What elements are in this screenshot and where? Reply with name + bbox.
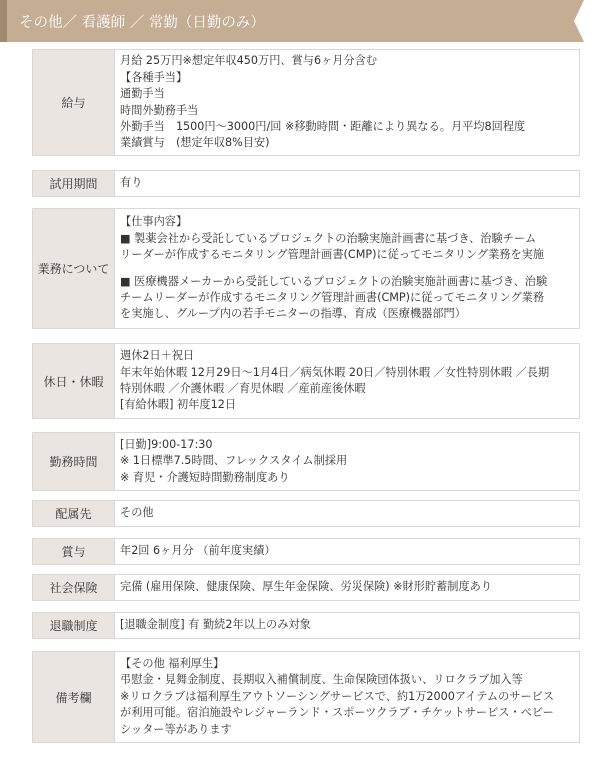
row-value-trial: [114, 170, 580, 197]
row-label-hours: 勤務時間: [32, 432, 114, 491]
hours-line: ※ 育児・介護短時間勤務制度あり: [120, 470, 290, 484]
row-label-trial: 試用期間: [32, 170, 114, 197]
remarks-line: 【その他 福利厚生】: [120, 656, 225, 670]
work-line: ■ 医療機器メーカーから受託しているプロジェクトの治験実施計画書に基づき、治験: [120, 274, 548, 288]
remarks-line: 弔慰金・見舞金制度、長期収入補償制度、生命保険団体扱い、リロクラブ加入等: [120, 673, 523, 687]
insurance-line: 完備 (雇用保険、健康保険、厚生年金保険、労災保険) ※財形貯蓄制度あり: [120, 580, 493, 594]
row-label-bonus: 賞与: [32, 538, 114, 565]
job-title: その他／ 看護師 ／ 常勤（日勤のみ）: [19, 15, 265, 31]
row-value-insurance: [114, 574, 580, 601]
header-corner-notch: [574, 0, 584, 42]
work-line: リーダーが作成するモニタリング管理計画書(CMP)に従ってモニタリング業務を実施: [120, 248, 545, 262]
row-trial: [32, 170, 580, 197]
row-value-retirement: [114, 612, 580, 639]
row-value-bonus: [114, 538, 580, 565]
holiday-line: [有給休暇] 初年度12日: [120, 398, 237, 412]
job-title-header: [0, 0, 584, 42]
placement-line: その他: [120, 506, 154, 520]
row-value-placement: [114, 500, 580, 527]
remarks-line: ※リロクラブは福利厚生アウトソーシングサービスで、約1万2000アイテムのサービス: [120, 689, 555, 703]
retirement-line: [退職金制度] 有 勤続2年以上のみ対象: [120, 618, 311, 632]
row-retirement: [32, 612, 580, 639]
row-value-salary: [114, 49, 580, 156]
salary-line: 外勤手当 1500円〜3000円/回 ※移動時間・距離により異なる。月平均8回程度: [120, 119, 526, 133]
row-label-holiday: 休日・休暇: [32, 343, 114, 419]
row-remarks: [32, 651, 580, 743]
bonus-line: 年2回 6ヶ月分 （前年度実績）: [120, 544, 276, 558]
salary-line: 通勤手当: [120, 87, 165, 101]
row-value-hours: [114, 432, 580, 491]
row-value-remarks: [114, 651, 580, 743]
row-bonus: [32, 538, 580, 565]
row-placement: [32, 500, 580, 527]
work-line: を実施し、グループ内の若手モニターの指導、育成（医療機器部門）: [120, 307, 466, 321]
salary-line: 月給 25万円※想定年収450万円、賞与6ヶ月分含む: [120, 54, 378, 68]
row-work: [32, 208, 580, 329]
holiday-line: 週休2日＋祝日: [120, 349, 195, 363]
work-line: 【仕事内容】: [120, 215, 188, 229]
salary-line: 業績賞与 (想定年収8%目安): [120, 136, 270, 150]
hours-line: [日勤]9:00-17:30: [120, 437, 213, 451]
remarks-line: が利用可能。宿泊施設やレジャーランド・スポーツクラブ・チケットサービス・ベビー: [120, 706, 554, 720]
row-salary: [32, 49, 580, 156]
salary-line: 【各種手当】: [120, 70, 188, 84]
row-value-holiday: [114, 343, 580, 419]
trial-line: 有り: [120, 176, 143, 190]
work-line: チームリーダーが作成するモニタリング管理計画書(CMP)に従ってモニタリング業務: [120, 290, 545, 304]
row-insurance: [32, 574, 580, 601]
row-value-work: [114, 208, 580, 329]
holiday-line: 年末年始休暇 12月29日〜1月4日／病気休暇 20日／特別休暇 ／女性特別休暇 ／長期: [120, 365, 550, 379]
row-label-work: 業務について: [32, 208, 114, 329]
row-label-insurance: 社会保険: [32, 574, 114, 601]
remarks-line: シッター等があります: [120, 722, 232, 736]
row-label-placement: 配属先: [32, 500, 114, 527]
row-hours: [32, 432, 580, 491]
work-line: ■ 製薬会社から受託しているプロジェクトの治験実施計画書に基づき、治験チーム: [120, 231, 537, 245]
holiday-line: 特別休暇 ／介護休暇 ／育児休暇 ／産前産後休暇: [120, 382, 366, 395]
row-label-retirement: 退職制度: [32, 612, 114, 639]
row-holiday: [32, 343, 580, 419]
hours-line: ※ 1日標準7.5時間、フレックスタイム制採用: [120, 454, 348, 468]
row-label-salary: 給与: [32, 49, 114, 156]
paragraph-gap: [120, 264, 579, 274]
row-label-remarks: 備考欄: [32, 651, 114, 743]
salary-line: 時間外勤務手当: [120, 103, 199, 117]
